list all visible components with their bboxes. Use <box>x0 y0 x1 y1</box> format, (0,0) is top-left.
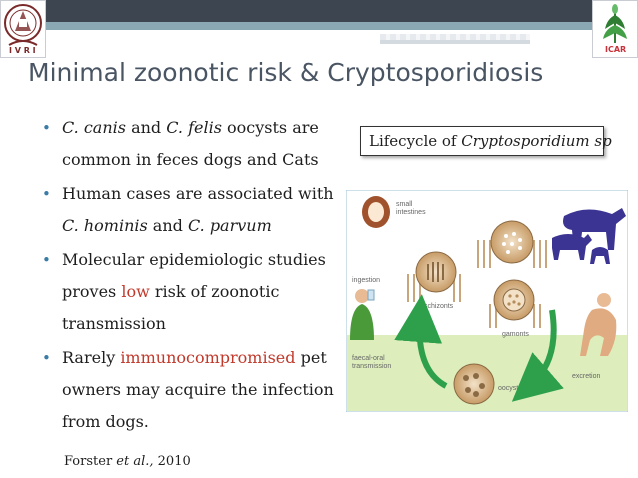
bullet-text: pet <box>295 348 327 367</box>
bullet-text: risk of zoonotic <box>149 282 280 301</box>
label-gamonts: gamonts <box>502 331 529 338</box>
label-excretion: excretion <box>572 373 601 380</box>
header-accent-stripe <box>0 22 638 30</box>
bullet-item <box>42 178 342 242</box>
label-intestines: intestines <box>396 209 426 216</box>
label-small: small <box>396 201 413 208</box>
bullet-text: from dogs. <box>62 412 149 431</box>
icar-logo-caption: ICAR <box>605 45 627 54</box>
bullet-text: transmission <box>62 314 166 333</box>
bullet-text: Molecular epidemiologic studies <box>62 250 326 269</box>
caption-text: Lifecycle of <box>369 132 462 150</box>
bullet-text: common in feces dogs and Cats <box>62 150 319 169</box>
gamont-cell-icon <box>494 280 534 320</box>
small-intestine-icon <box>362 196 390 228</box>
bullet-item <box>42 342 342 438</box>
bullet-text: oocysts are <box>221 118 319 137</box>
label-schizonts: schizonts <box>424 303 454 310</box>
highlight-text: immunocompromised <box>120 348 296 367</box>
bullet-item <box>42 244 342 340</box>
schizont-cell-icon <box>416 252 456 292</box>
icar-logo <box>592 0 638 58</box>
species-name: C. felis <box>166 118 222 137</box>
bullet-text: Human cases are associated with <box>62 184 334 203</box>
lifecycle-illustration <box>346 190 628 412</box>
species-name: C. canis <box>62 118 126 137</box>
oocysts-icon <box>454 364 494 404</box>
label-faecal-oral: faecal-oral <box>352 355 385 362</box>
lifecycle-caption-box <box>360 126 612 156</box>
citation-author: Forster <box>64 454 117 469</box>
slide-title: Minimal zoonotic risk & Cryptosporidiosis <box>28 58 544 87</box>
species-name: C. hominis <box>62 216 148 235</box>
bullet-text: and <box>125 118 167 137</box>
citation <box>64 454 191 469</box>
label-oocysts: oocysts <box>498 385 522 392</box>
bullet-text: Rarely <box>62 348 121 367</box>
sporozoite-cell-icon <box>491 221 533 263</box>
citation-year: 2010 <box>153 454 191 469</box>
bullet-text: and <box>147 216 188 235</box>
label-ingestion: ingestion <box>352 277 381 284</box>
header-band <box>0 0 638 22</box>
highlight-text: low <box>121 282 150 301</box>
label-transmission: transmission <box>352 363 392 370</box>
lifecycle-diagram <box>346 190 628 412</box>
caption-species: Cryptosporidium sp <box>461 132 612 150</box>
header-decor-line <box>380 40 530 44</box>
bullet-list <box>42 112 342 438</box>
species-name: C. parvum <box>187 216 272 235</box>
bullet-text: proves <box>62 282 122 301</box>
bullet-text: owners may acquire the infection <box>62 380 334 399</box>
citation-etal: et al., <box>116 454 154 469</box>
ivri-logo <box>0 0 46 58</box>
ivri-logo-caption: I V R I <box>9 46 36 55</box>
bullet-item <box>42 112 342 176</box>
